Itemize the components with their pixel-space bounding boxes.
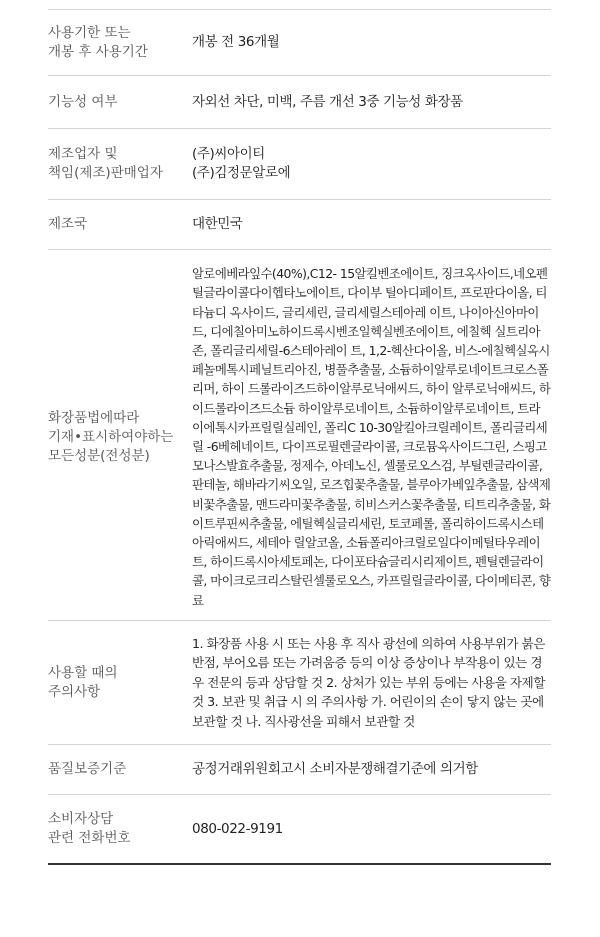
label-functional: 기능성 여부 <box>48 93 118 110</box>
value-ingredients: 알로에베라잎수(40%),C12- 15알킬벤조에이트, 징크옥사이드,네오펜틸글라이콜다이헵타노에이트, 다이부 틸아디페이트, 프로판다이올, 티타늄디 옥사이드, 글리세린, 글리세릴스테아레 이트, 나이아신아마이드, 디에칠아미노하이드록시벤조일헥실벤조에이트, 에칠헥 실트리아존, 폴리글리세릴-6스테아레이 트, 1,2-헥산다이올, 비스-에칠헥실옥시페놀메톡시페닐트리아진, 병풀추출물, 소듐하이알루로네이트크로스폴리머, 하이 드롤라이즈드하이알루로닉애씨드, 하이 알루로닉애씨드, 하이드롤라이즈드소듐 하이알루로네이트, 소듐하이알루로네이트, 트라이에톡시카프릴릴실레인, 폴리C 10-30알킬아크릴레이트, 폴리글리세릴 -6베헤네이트, 다이프로필렌글라이콜, 크로뮴옥사이드그린, 스핑고모나스발효추출물, 정제수, 아데노신, 셀룰로오스검, 부틸렌글라이콜, 판테놀, 해바라기씨오일, 로즈힙꽃추출물, 블루아가베잎추출물, 삼색제비꽃추출물, 맨드라미꽃추출물, 히비스커스꽃추출물, 티트리추출물, 화이트루핀씨추출물, 에틸헥실글리세린, 토코페롤, 폴리하이드록시스테아릭애씨드, 세테아 릴알코올, 소듐폴리아크릴로일다이메틸타우레이트, 하이드록시아세토페논, 다이포타슘글리시리제이트, 펜틸렌글라이콜, 마이크로크리스탈린셀룰로오스, 카프릴릴글라이콜, 다이메티콘, 향료 <box>192 266 551 608</box>
info-row-expiry <box>48 10 551 76</box>
info-row-functional <box>48 76 551 129</box>
label-expiry: 사용기한 또는 개봉 후 사용기간 <box>48 24 148 60</box>
label-ingredients: 화장품법에따라 기재•표시하여야하는 모든성분(전성분) <box>48 409 174 464</box>
product-info-table <box>48 9 551 865</box>
info-row-quality <box>48 745 551 795</box>
info-row-manufacturer <box>48 129 551 200</box>
label-quality: 품질보증기준 <box>48 761 127 777</box>
label-manufacturer: 제조업자 및 책임(제조)판매업자 <box>48 146 163 181</box>
label-customer-service: 소비자상담 관련 전화번호 <box>48 811 131 846</box>
info-row-caution <box>48 621 551 745</box>
value-customer-service: 080-022-9191 <box>192 820 283 837</box>
value-caution: 1. 화장품 사용 시 또는 사용 후 직사 광선에 의하여 사용부위가 붉은 반점, 부어오름 또는 가려움증 등의 이상 증상이나 부작용이 있는 경우 전문의 등과 상담할 것 2. 상처가 있는 부위 등에는 사용을 자제할 것 3. 보관 및 취급 시 의 주의사항 가. 어린이의 손이 닿지 않는 곳에 보관할 것 나. 직사광선을 피해서 보관할 것 <box>192 635 545 729</box>
label-caution: 사용할 때의 주의사항 <box>48 664 118 700</box>
value-expiry: 개봉 전 36개월 <box>192 34 280 50</box>
value-functional: 자외선 차단, 미백, 주름 개선 3중 기능성 화장품 <box>192 93 463 110</box>
info-row-country <box>48 200 551 250</box>
label-country: 제조국 <box>48 216 88 232</box>
value-quality: 공정거래위원회고시 소비자분쟁해결기준에 의거함 <box>192 761 478 777</box>
info-row-customer-service <box>48 795 551 865</box>
info-row-ingredients <box>48 250 551 621</box>
value-country: 대한민국 <box>192 216 243 232</box>
value-manufacturer: (주)씨아이티 (주)김정문알로에 <box>192 146 291 181</box>
